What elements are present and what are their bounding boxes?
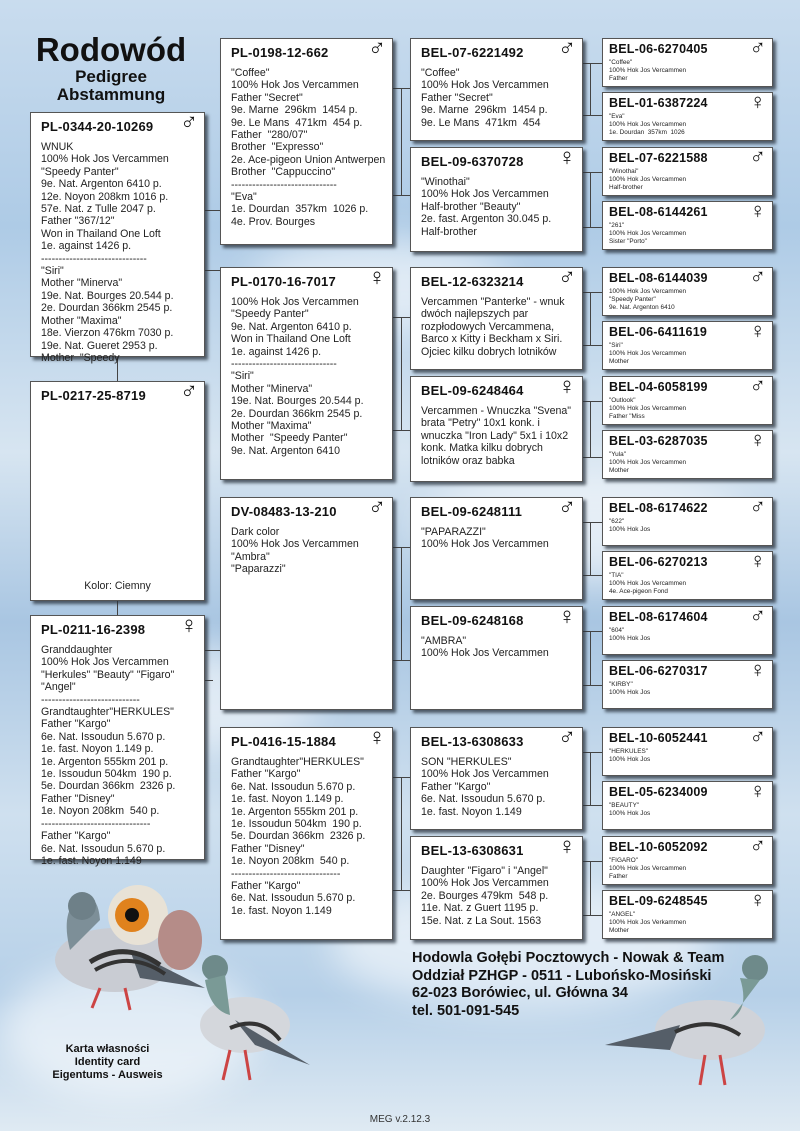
male-icon: ♂ — [558, 264, 576, 291]
pedigree-card-gen1 — [30, 378, 205, 601]
ring-number: BEL-06-6270405 — [609, 42, 708, 56]
pigeon-description: Vercammen - Wnuczka "Svena" brata "Petry" 10x1 konk. i wnuczka "Iron Lady" 5x1 i 10x2 konk. Matka kilku dobrych lotników oraz babka — [421, 405, 572, 467]
female-icon: ♀ — [749, 657, 766, 682]
pigeon-description: "Winothai" 100% Hok Jos Vercammen Half-brother — [609, 168, 687, 191]
breeder-branch: Oddział PZHGP - 0511 - Lubońsko-Mosiński — [412, 967, 712, 984]
pigeon-description: "Outlook" 100% Hok Jos Vercammen Father "Miss — [609, 397, 687, 420]
ring-number: BEL-10-6052092 — [609, 840, 708, 854]
female-icon: ♀ — [368, 264, 386, 291]
connector-line — [590, 631, 591, 685]
pedigree-card-gen4 — [602, 887, 773, 939]
connector-line — [401, 317, 402, 430]
male-icon: ♂ — [749, 264, 766, 289]
breeder-address: 62-023 Borówiec, ul. Główna 34 — [412, 985, 628, 1001]
male-icon: ♂ — [749, 144, 766, 169]
ring-number: BEL-10-6052441 — [609, 731, 708, 745]
title-abstammung: Abstammung — [56, 85, 166, 104]
female-icon: ♀ — [749, 318, 766, 343]
version-label: MEG v.2.12.3 — [369, 1114, 431, 1125]
pedigree-card-gen4 — [602, 427, 773, 479]
pigeon-description: "FIGARO" 100% Hok Jos Vercammen Father — [609, 857, 687, 880]
pedigree-card-gen4 — [602, 373, 773, 425]
breeder-name: Hodowla Gołębi Pocztowych - Nowak & Team — [412, 950, 725, 966]
connector-line — [590, 172, 591, 227]
male-icon: ♂ — [180, 378, 198, 405]
pigeon-illustration-middle — [185, 940, 315, 1090]
connector-line — [205, 680, 213, 681]
breeder-info — [412, 950, 724, 1020]
title-pedigree: Pedigree — [75, 67, 147, 86]
pigeon-description: "Coffee" 100% Hok Jos Vercammen Father "Secret" 9e. Marne 296km 1454 p. 9e. Le Mans 471km 454 p. Father "280/07" Brother "Expresso" 2e. Ace-pigeon Union Antwerpen Brother "Cappuccino" ------------------------------ "Eva" 1e. Dourdan 357km 1026 p. 4e. Prov. Bourges — [231, 67, 386, 228]
pedigree-card-gen4 — [602, 318, 773, 370]
pigeon-description: "604" 100% Hok Jos — [609, 627, 651, 642]
pigeon-description: Dark color 100% Hok Jos Vercammen "Ambra" "Paparazzi" — [231, 526, 359, 576]
connector-line — [401, 88, 402, 195]
ring-number: BEL-01-6387224 — [609, 96, 708, 110]
male-icon: ♂ — [558, 35, 576, 62]
ring-number: BEL-09-6248111 — [421, 504, 523, 519]
ring-number: BEL-13-6308631 — [421, 843, 524, 858]
connector-line — [583, 915, 602, 916]
ring-number: PL-0344-20-10269 — [41, 119, 154, 134]
ring-number: BEL-06-6411619 — [609, 325, 708, 339]
ring-number: BEL-12-6323214 — [421, 274, 524, 289]
connector-line — [583, 522, 602, 523]
male-icon: ♂ — [558, 494, 576, 521]
female-icon: ♀ — [558, 144, 576, 171]
pedigree-card-gen2 — [220, 724, 393, 940]
card-label-en: Identity card — [74, 1056, 141, 1068]
ring-number: BEL-07-6221492 — [421, 45, 524, 60]
pedigree-card-gen3 — [410, 833, 583, 940]
pedigree-card-gen3 — [410, 35, 583, 141]
pigeon-description: Daughter "Figaro" i "Angel" 100% Hok Jos Vercammen 2e. Bourges 479km 548 p. 11e. Nat. z Guert 1195 p. 15e. Nat. z La Sout. 1563 — [421, 865, 549, 927]
pigeon-description: "PAPARAZZI" 100% Hok Jos Vercammen — [421, 526, 549, 551]
male-icon: ♂ — [368, 494, 386, 521]
pigeon-description: "AMBRA" 100% Hok Jos Vercammen — [421, 635, 549, 660]
pedigree-card-gen3 — [410, 603, 583, 710]
pigeon-description: "BEAUTY" 100% Hok Jos — [609, 802, 651, 817]
title-rodowod: Rodowód — [35, 31, 187, 68]
connector-line — [583, 172, 602, 173]
pedigree-card-gen4 — [602, 657, 773, 709]
ring-number: PL-0217-25-8719 — [41, 388, 146, 403]
ring-number: BEL-09-6248168 — [421, 613, 524, 628]
connector-line — [393, 890, 410, 891]
male-icon: ♂ — [368, 35, 386, 62]
ring-number: BEL-06-6270317 — [609, 664, 708, 678]
pigeon-description: 100% Hok Jos Vercammen "Speedy Panter" 9e. Nat. Argenton 6410 — [609, 288, 687, 311]
breeder-phone: tel. 501-091-545 — [412, 1002, 520, 1019]
connector-line — [583, 752, 602, 753]
pedigree-card-gen1 — [30, 109, 205, 364]
female-icon: ♀ — [749, 887, 766, 912]
connector-line — [583, 685, 602, 686]
connector-line — [583, 457, 602, 458]
male-icon: ♂ — [180, 109, 198, 136]
pigeon-description: "Siri" 100% Hok Jos Vercammen Mother — [609, 342, 687, 365]
pedigree-card-gen4 — [602, 778, 773, 830]
connector-line — [583, 805, 602, 806]
female-icon: ♀ — [558, 833, 576, 860]
pigeon-description: 100% Hok Jos Vercammen "Speedy Panter" 9e. Nat. Argenton 6410 p. Won in Thailand One Loft 1e. against 1426 p. ------------------------------ "Siri" Mother "Minerva" 19e. Nat. Bourges 20.544 p. 2e. Dourdan 366km 2545 p. Mother "Maxima" Mother "Speedy Panter" 9e. Nat. Argenton 6410 — [231, 296, 364, 457]
ring-number: PL-0198-12-662 — [231, 45, 329, 60]
connector-line — [583, 861, 602, 862]
pigeon-description: "Coffee" 100% Hok Jos Vercammen Father "Secret" 9e. Marne 296km 1454 p. 9e. Le Mans 471km 454 — [421, 67, 549, 129]
pigeon-description: "Coffee" 100% Hok Jos Vercammen Father — [609, 59, 687, 82]
connector-line — [583, 115, 602, 116]
pedigree-card-gen4 — [602, 198, 773, 250]
pigeon-description: "Yula" 100% Hok Jos Vercammen Mother — [609, 451, 687, 474]
pedigree-card-gen4 — [602, 35, 773, 87]
connector-line — [583, 63, 602, 64]
pigeon-description: "261" 100% Hok Jos Vercammen Sister "Porto" — [609, 222, 687, 245]
ring-number: BEL-04-6058199 — [609, 380, 708, 394]
female-icon: ♀ — [749, 427, 766, 452]
connector-line — [583, 292, 602, 293]
connector-line — [393, 660, 410, 661]
ring-number: BEL-05-6234009 — [609, 785, 708, 799]
pedigree-card-gen2 — [220, 35, 393, 245]
pedigree-card-gen3 — [410, 144, 583, 252]
female-icon: ♀ — [749, 778, 766, 803]
pedigree-card-gen4 — [602, 144, 773, 196]
ring-number: PL-0416-15-1884 — [231, 734, 336, 749]
connector-line — [205, 650, 220, 651]
connector-line — [401, 777, 402, 890]
connector-line — [205, 210, 220, 211]
ring-number: PL-0211-16-2398 — [41, 622, 146, 637]
connector-line — [117, 600, 118, 615]
pedigree-card-gen4 — [602, 494, 773, 546]
connector-line — [590, 401, 591, 457]
connector-line — [583, 575, 602, 576]
female-icon: ♀ — [558, 603, 576, 630]
pedigree-card-gen3 — [410, 724, 583, 830]
ring-number: BEL-08-6174622 — [609, 501, 708, 515]
male-icon: ♂ — [749, 494, 766, 519]
connector-line — [590, 861, 591, 915]
pedigree-card-gen2 — [220, 264, 393, 480]
pigeon-description: "Eva" 100% Hok Jos Vercammen 1e. Dourdan 357km 1026 — [609, 113, 687, 136]
male-icon: ♂ — [749, 724, 766, 749]
connector-line — [590, 752, 591, 805]
ring-number: BEL-06-6270213 — [609, 555, 708, 569]
ring-number: BEL-09-6370728 — [421, 154, 524, 169]
pedigree-card-gen3 — [410, 373, 583, 482]
female-icon: ♀ — [749, 89, 766, 114]
ring-number: BEL-08-6144261 — [609, 205, 708, 219]
pigeon-description: "ANGEL" 100% Hok Jos Verkammen Mother — [609, 911, 687, 934]
connector-line — [590, 63, 591, 115]
female-icon: ♀ — [558, 373, 576, 400]
connector-line — [393, 195, 410, 196]
male-icon: ♂ — [749, 35, 766, 60]
pedigree-card-gen4 — [602, 724, 773, 776]
pigeon-description: "622" 100% Hok Jos — [609, 518, 651, 533]
pigeon-description: WNUK 100% Hok Jos Vercammen "Speedy Panter" 9e. Nat. Argenton 6410 p. 12e. Noyon 208km 1016 p. 57e. Nat. z Tulle 2047 p. Father "367/12" Won in Thailand One Loft 1e. against 1426 p. ------------------------------ "Siri" Mother "Minerva" 19e. Nat. Bourges 20.544 p. 2e. Dourdan 366km 2545 p. Mother "Maxima" 18e. Vierzon 476km 7030 p. 19e. Nat. Gueret 2953 p. Mother "Speedy — [41, 141, 174, 364]
connector-line — [590, 292, 591, 345]
pigeon-description: "TIA" 100% Hok Jos Vercammen 4e. Ace-pigeon Fond — [609, 572, 687, 595]
card-label-de: Eigentums - Ausweis — [52, 1069, 163, 1081]
pigeon-description: Grandtaughter"HERKULES" Father "Kargo" 6e. Nat. Issoudun 5.670 p. 1e. fast. Noyon 1.149 p. 1e. Argenton 555km 201 p. 1e. Issoudun 504km 190 p. 5e. Dourdan 366km 2326 p. Father "Disney" 1e. Noyon 208km 540 p. ------------------------------- Father "Kargo" 6e. Nat. Issoudun 5.670 p. 1e. fast. Noyon 1.149 — [231, 756, 366, 917]
female-icon: ♀ — [368, 724, 386, 751]
pedigree-card-gen4 — [602, 548, 773, 600]
pigeon-description: "Winothai" 100% Hok Jos Vercammen Half-brother "Beauty" 2e. fast. Argenton 30.045 p. Half-brother — [421, 176, 552, 238]
connector-line — [590, 522, 591, 575]
pigeon-description: SON "HERKULES" 100% Hok Jos Vercammen Father "Kargo" 6e. Nat. Issoudun 5.670 p. 1e. fast. Noyon 1.149 — [421, 756, 549, 818]
male-icon: ♂ — [749, 833, 766, 858]
pigeon-description: "KIRBY" 100% Hok Jos — [609, 681, 651, 696]
female-icon: ♀ — [749, 198, 766, 223]
pedigree-card-gen4 — [602, 264, 773, 316]
pedigree-card-gen4 — [602, 89, 773, 141]
male-icon: ♂ — [749, 603, 766, 628]
pedigree-card-gen1 — [30, 612, 205, 867]
pedigree-title — [30, 32, 192, 104]
pigeon-description: Granddaughter 100% Hok Jos Vercammen "Herkules" "Beauty" "Figaro" "Angel" ---------------------------- Grandtaughter"HERKULES" Father "Kargo" 6e. Nat. Issoudun 5.670 p. 1e. fast. Noyon 1.149 p. 1e. Argenton 555km 201 p. 1e. Issoudun 504km 190 p. 5e. Dourdan 366km 2326 p. Father "Disney" 1e. Noyon 208km 540 p. ------------------------------- Father "Kargo" 6e. Nat. Issoudun 5.670 p. 1e. fast. Noyon 1.149 — [41, 644, 176, 867]
pigeon-description: "HERKULES" 100% Hok Jos — [609, 748, 651, 763]
pedigree-card-gen3 — [410, 264, 583, 370]
ring-number: BEL-07-6221588 — [609, 151, 708, 165]
pedigree-card-gen4 — [602, 603, 773, 655]
pedigree-card-gen4 — [602, 833, 773, 885]
connector-line — [583, 345, 602, 346]
ring-number: BEL-09-6248464 — [421, 383, 524, 398]
connector-line — [393, 430, 410, 431]
ring-number: BEL-08-6144039 — [609, 271, 708, 285]
connector-line — [583, 227, 602, 228]
male-icon: ♂ — [558, 724, 576, 751]
connector-line — [583, 401, 602, 402]
connector-line — [401, 547, 402, 660]
male-icon: ♂ — [749, 373, 766, 398]
ring-number: BEL-13-6308633 — [421, 734, 524, 749]
pigeon-description: Vercammen "Panterke" - wnuk dwóch najlepszych par rozpłodowych Vercammena, Barco x Kitty i Beckham x Siri. Ojciec kilku dobrych lotników — [421, 296, 565, 358]
card-label-pl: Karta własności — [65, 1043, 150, 1055]
connector-line — [583, 631, 602, 632]
color-label: Kolor: Ciemny — [84, 580, 151, 592]
female-icon: ♀ — [180, 612, 198, 639]
pigeon-illustration-left — [30, 870, 210, 1030]
female-icon: ♀ — [749, 548, 766, 573]
connector-line — [205, 270, 220, 271]
identity-card-label — [35, 1043, 180, 1082]
ring-number: BEL-09-6248545 — [609, 894, 708, 908]
ring-number: DV-08483-13-210 — [231, 504, 337, 519]
pedigree-card-gen2 — [220, 494, 393, 710]
ring-number: BEL-08-6174604 — [609, 610, 708, 624]
ring-number: BEL-03-6287035 — [609, 434, 708, 448]
pedigree-card-gen3 — [410, 494, 583, 600]
ring-number: PL-0170-16-7017 — [231, 274, 336, 289]
